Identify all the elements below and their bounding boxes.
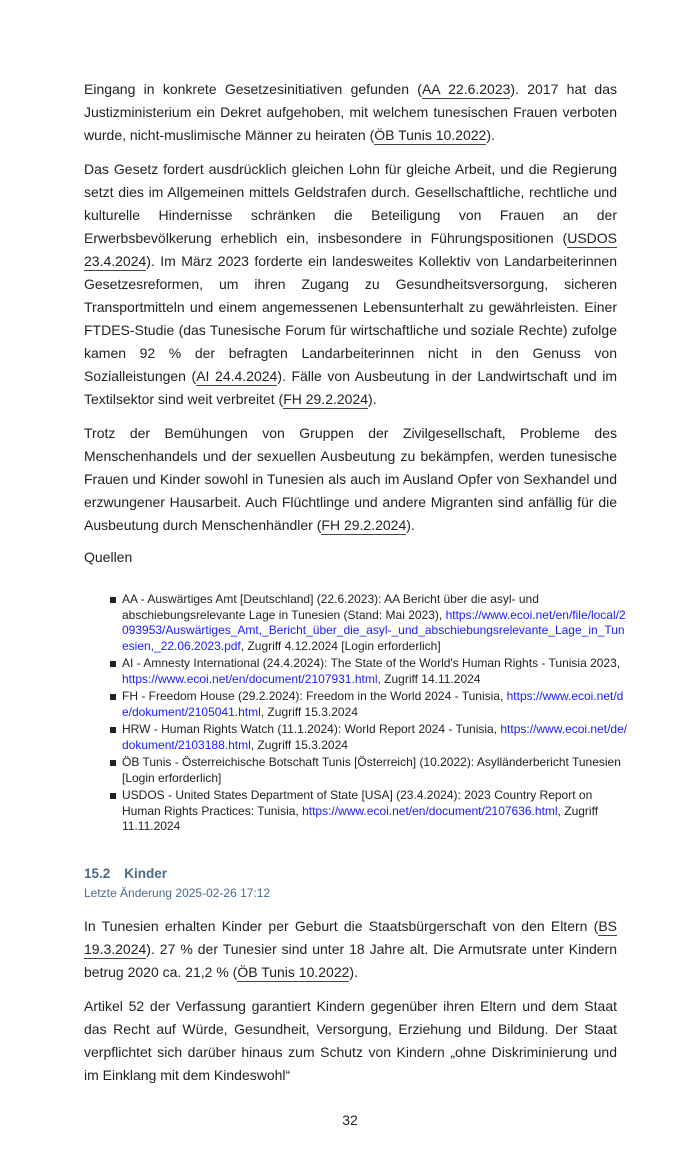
reference-text: ÖB Tunis - Österreichische Botschaft Tunis [Österreich] (10.2022): Asylländerbericht Tunesien [Login erforderlich] xyxy=(122,755,621,785)
paragraphs-top xyxy=(84,78,617,537)
bullet-icon xyxy=(110,597,116,603)
reference-text: AA - Auswärtiges Amt [Deutschland] (22.6.2023): AA Bericht über die asyl- und abschiebungsrelevante Lage in Tunesien (Stand: Mai 2023), xyxy=(122,592,539,622)
reference-text: HRW - Human Rights Watch (11.1.2024): World Report 2024 - Tunisia, xyxy=(122,722,501,736)
reference-text: USDOS - United States Department of State [USA] (23.4.2024): 2023 Country Report on Human Rights Practices: Tunisia, xyxy=(122,788,593,818)
reference-item xyxy=(110,656,630,687)
citation-link[interactable]: ÖB Tunis 10.2022 xyxy=(374,127,487,143)
paragraph-text: ). Im März 2023 forderte ein landesweites Kollektiv von Landarbeiterinnen Gesetzesreformen, um ihren Zugang zu Gesundheitsversorgung, sicheren Transportmitteln und einem angemessenen Lebensunterhalt zu gewährleisten. Einer FTDES-Studie (das Tunesische Forum für wirtschaftliche und soziale Rechte) zufolge kamen 92 % der befragten Landarbeiterinnen nicht in den Genuss von Sozialleistungen ( xyxy=(84,253,617,384)
bullet-icon xyxy=(110,760,116,766)
citation-link[interactable]: AA 22.6.2023 xyxy=(421,81,511,97)
paragraph-text: ). xyxy=(486,127,495,143)
reference-access-date: , Zugriff 15.3.2024 xyxy=(250,737,348,752)
section-number: 15.2 xyxy=(84,865,111,881)
paragraph-text: ). xyxy=(349,963,358,980)
reference-list xyxy=(110,592,630,835)
citation-link[interactable]: FH 29.2.2024 xyxy=(283,391,369,407)
paragraph-text: ). xyxy=(406,517,415,533)
paragraph-text: Eingang in konkrete Gesetzesinitiativen gefunden ( xyxy=(84,81,422,97)
reference-text: AI - Amnesty International (24.4.2024): The State of the World's Human Rights - Tunisia 2023, xyxy=(122,656,621,670)
citation-link[interactable]: FH 29.2.2024 xyxy=(321,517,407,533)
citation-link[interactable]: BS 19.3.2024 xyxy=(84,917,617,957)
section-heading xyxy=(84,865,617,882)
reference-item xyxy=(110,592,630,654)
bullet-icon xyxy=(110,793,116,799)
reference-item xyxy=(110,788,630,835)
reference-item xyxy=(110,722,630,753)
citation-link[interactable]: USDOS 23.4.2024 xyxy=(84,230,617,269)
reference-url-link[interactable]: https://www.ecoi.net/de/dokument/2103188.html xyxy=(122,722,628,752)
paragraph xyxy=(84,158,617,411)
reference-url-link[interactable]: https://www.ecoi.net/en/document/2107636.html xyxy=(302,803,558,818)
paragraph xyxy=(84,995,617,1087)
paragraph xyxy=(84,915,617,984)
reference-text: FH - Freedom House (29.2.2024): Freedom in the World 2024 - Tunisia, xyxy=(122,689,507,703)
section-title: Kinder xyxy=(124,865,168,881)
reference-url-link[interactable]: https://www.ecoi.net/de/dokument/2105041.html xyxy=(122,689,624,719)
bullet-icon xyxy=(110,694,116,700)
paragraph xyxy=(84,422,617,537)
reference-url-link[interactable]: https://www.ecoi.net/en/file/local/2093953/Auswärtiges_Amt,_Bericht_über_die_asyl-_und_abschiebungsrelevante_Lage_in_Tunesien,_22.06.2023.pdf xyxy=(122,607,626,653)
citation-link[interactable]: AI 24.4.2024 xyxy=(196,368,278,384)
page-number: 32 xyxy=(342,1111,358,1128)
paragraph-text: In Tunesien erhalten Kinder per Geburt die Staatsbürgerschaft von den Eltern ( xyxy=(84,917,599,934)
paragraph-text: ). 2017 hat das Justizministerium ein Dekret aufgehoben, mit welchem tunesischen Frauen verboten wurde, nicht-muslimische Männer zu heiraten ( xyxy=(84,81,617,143)
paragraph-text: Artikel 52 der Verfassung garantiert Kindern gegenüber ihren Eltern und dem Staat das Recht auf Würde, Gesundheit, Versorgung, Erziehung und Bildung. Der Staat verpflichtet sich darüber hinaus zum Schutz von Kindern „ohne Diskriminierung und im Einklang mit dem Kindeswohl“ xyxy=(84,997,617,1083)
paragraph-text: ). xyxy=(368,391,377,407)
paragraphs-section xyxy=(84,915,617,1087)
paragraph-text: Trotz der Bemühungen von Gruppen der Zivilgesellschaft, Probleme des Menschenhandels und der sexuellen Ausbeutung zu bekämpfen, werden tunesische Frauen und Kinder sowohl in Tunesien als auch im Ausland Opfer von Sexhandel und erzwungener Hausarbeit. Auch Flüchtlinge und andere Migranten sind anfällig für die Ausbeutung durch Menschenhändler ( xyxy=(84,425,617,533)
reference-access-date: , Zugriff 14.11.2024 xyxy=(377,671,481,686)
reference-url-link[interactable]: https://www.ecoi.net/en/document/2107931.html xyxy=(122,671,378,686)
bullet-icon xyxy=(110,727,116,733)
reference-access-date: , Zugriff 11.11.2024 xyxy=(122,803,599,833)
bullet-icon xyxy=(110,661,116,667)
citation-link[interactable]: ÖB Tunis 10.2022 xyxy=(237,963,350,980)
reference-access-date: , Zugriff 4.12.2024 [Login erforderlich] xyxy=(240,638,441,653)
reference-item xyxy=(110,689,630,720)
reference-item xyxy=(110,755,630,786)
paragraph-text: Das Gesetz fordert ausdrücklich gleichen Lohn für gleiche Arbeit, und die Regierung setzt dies im Allgemeinen mittels Geldstrafen durch. Gesellschaftliche, rechtliche und kulturelle Hindernisse schränken die Beteiligung von Frauen an der Erwerbsbevölkerung erheblich ein, insbesondere in Führungspositionen ( xyxy=(84,161,617,246)
sources-label: Quellen xyxy=(84,549,133,565)
paragraph xyxy=(84,78,617,147)
last-modified: Letzte Änderung 2025-02-26 17:12 xyxy=(84,885,271,900)
paragraph-text: ). 27 % der Tunesier sind unter 18 Jahre alt. Die Armutsrate unter Kindern betrug 2020 ca. 21,2 % ( xyxy=(84,940,617,980)
reference-access-date: , Zugriff 15.3.2024 xyxy=(260,704,358,719)
paragraph-text: ). Fälle von Ausbeutung in der Landwirtschaft und im Textilsektor sind weit verbreitet ( xyxy=(84,368,618,407)
document-content xyxy=(84,0,628,1087)
